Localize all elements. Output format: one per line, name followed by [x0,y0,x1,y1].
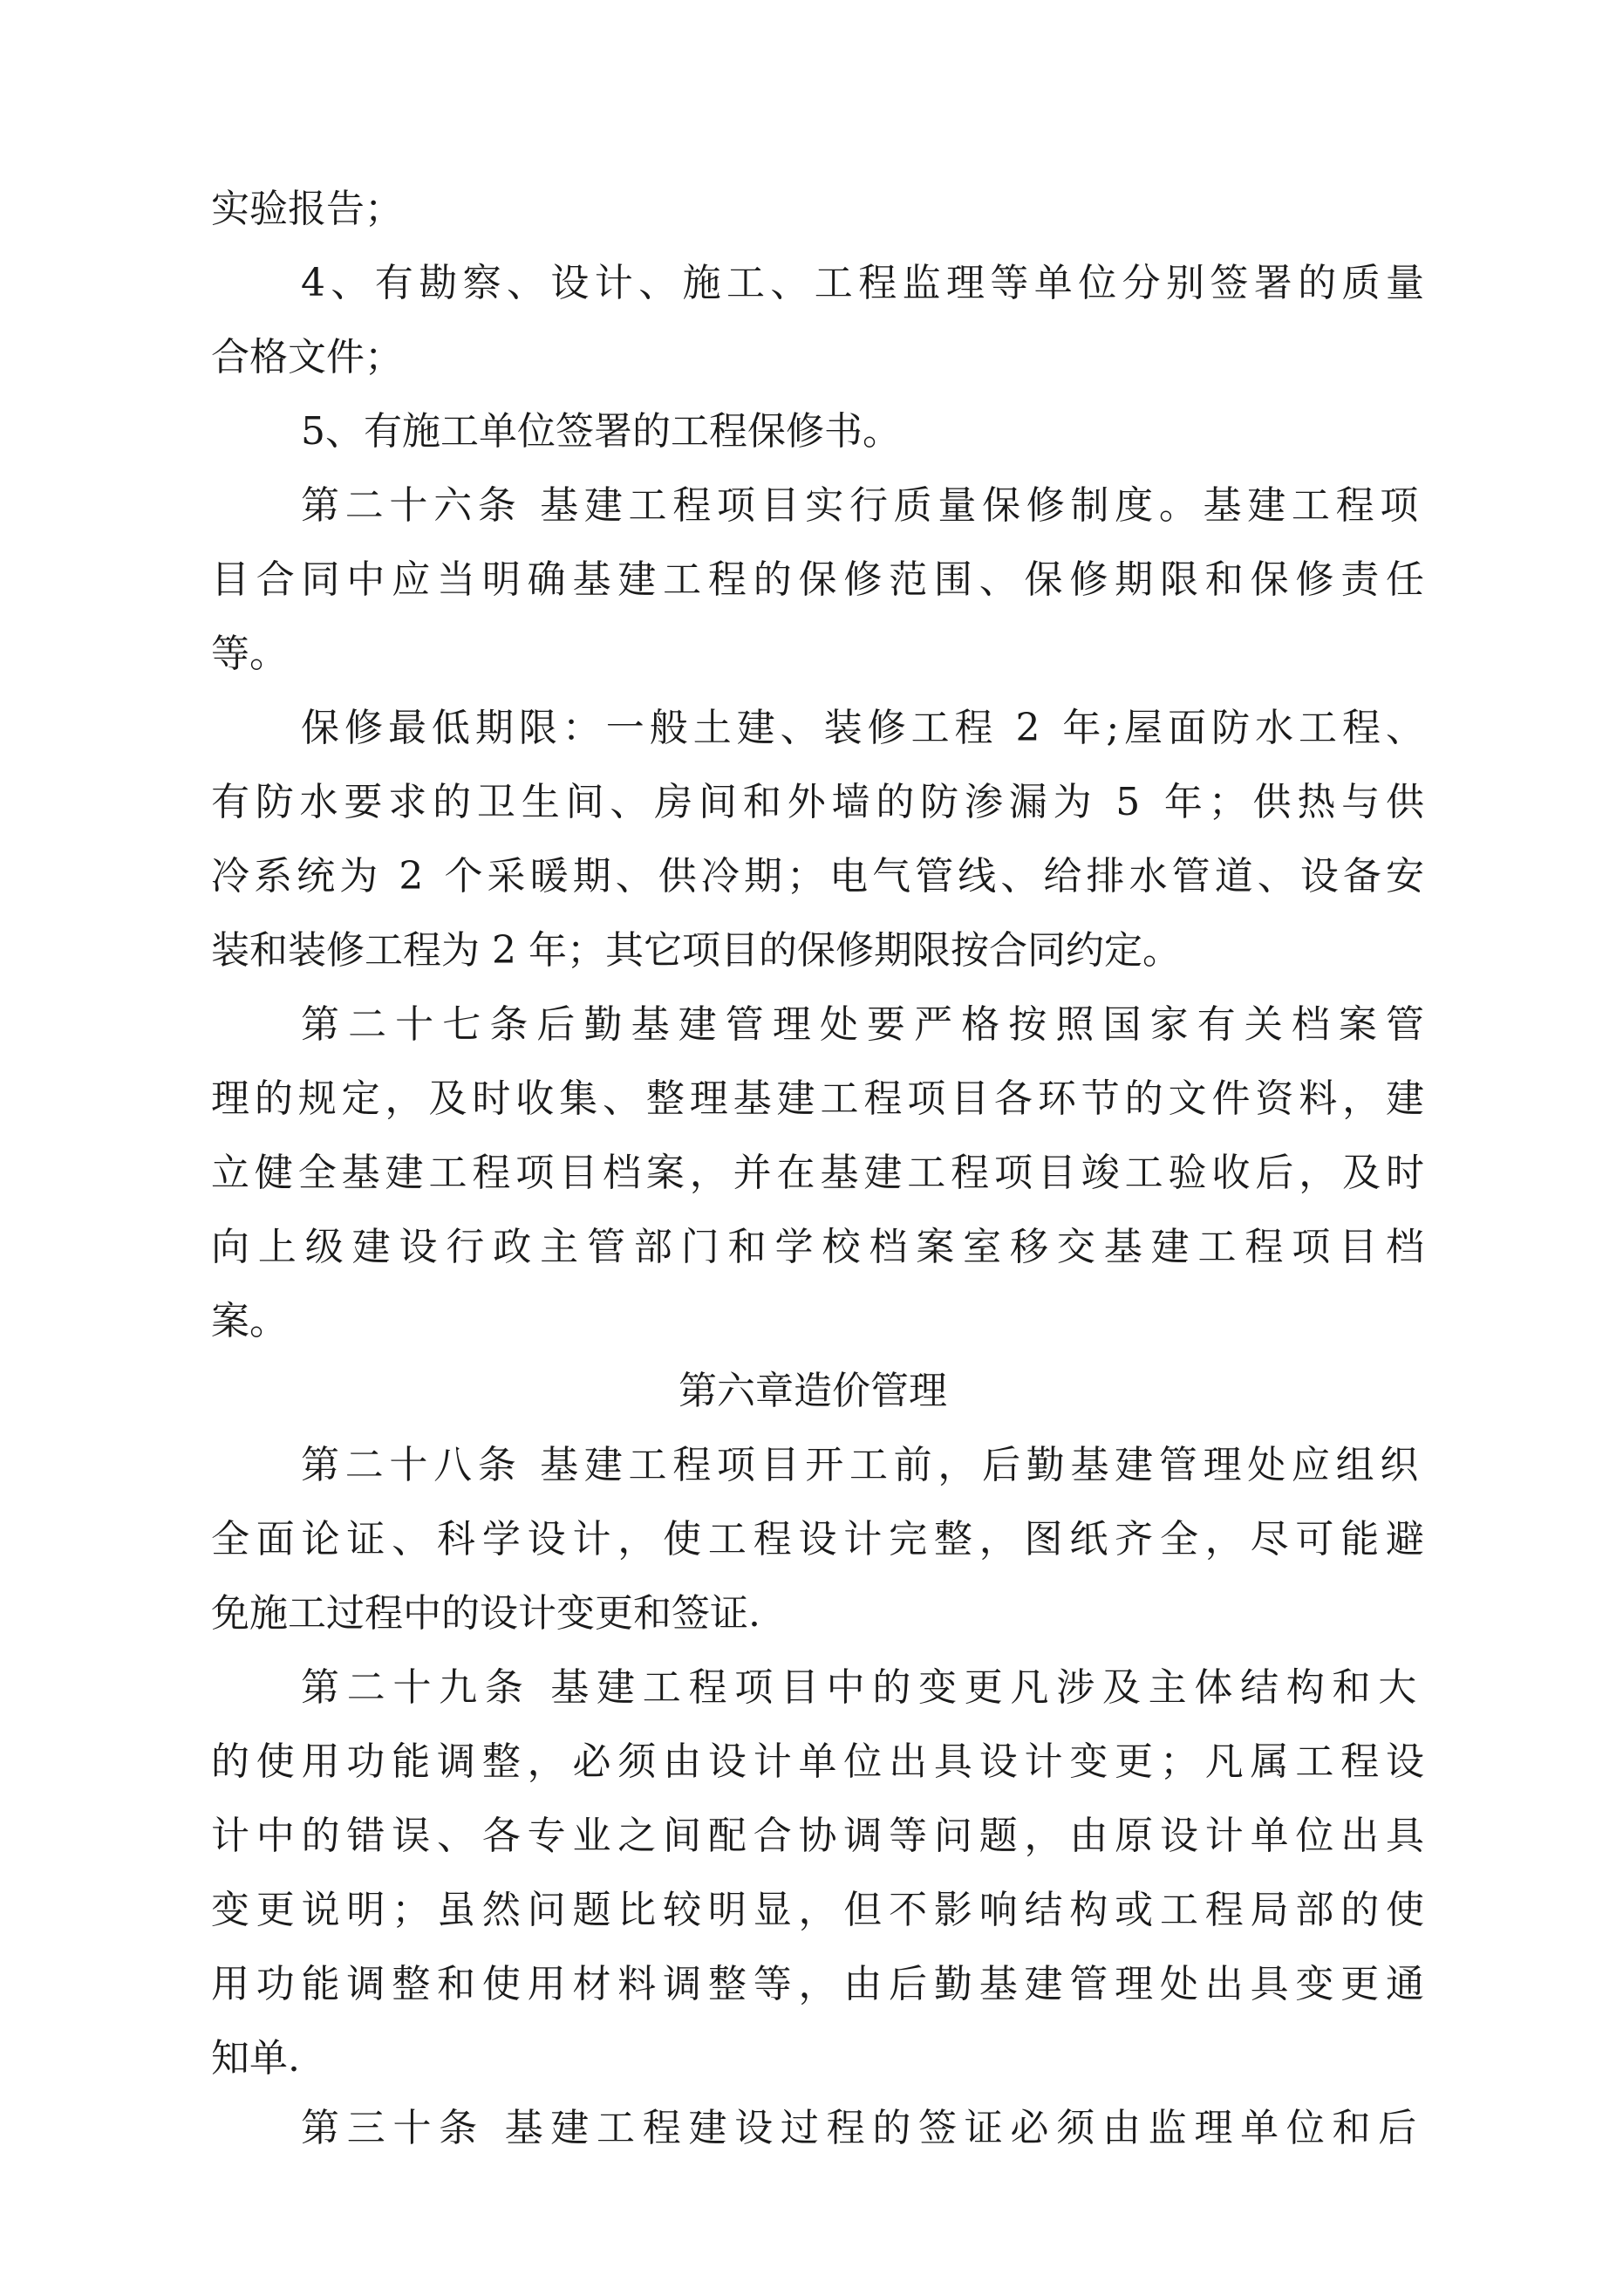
line-text: 第二十六条 基建工程项目实行质量保修制度。基建工程项 [301,483,1424,528]
text-line [0,772,1623,833]
text-line [0,550,1623,611]
line-text: 合格文件； [211,335,403,379]
line-text: 等。 [211,632,288,676]
line-text: 知单. [211,2036,300,2081]
line-text: 变更说明；虽然问题比较明显，但不影响结构或工程局部的使 [211,1888,1431,1932]
text-line [0,401,1623,462]
text-line [0,2028,1623,2089]
line-text: 立健全基建工程项目档案，并在基建工程项目竣工验收后，及时 [211,1151,1429,1195]
text-line [0,1657,1623,1719]
line-text: 第二十九条 基建工程项目中的变更凡涉及主体结构和大 [301,1665,1424,1710]
text-line [0,1806,1623,1867]
line-text: 有防水要求的卫生间、房间和外墙的防渗漏为 5 年；供热与供 [211,780,1430,824]
line-text: 向上级建设行政主管部门和学校档案室移交基建工程项目档 [211,1225,1433,1269]
text-line [0,253,1623,314]
line-text: 全面论证、科学设计，使工程设计完整，图纸齐全，尽可能避 [211,1517,1431,1561]
text-line [0,1291,1623,1352]
chapter-heading [0,1361,1623,1422]
line-text: 冷系统为 2 个采暖期、供冷期；电气管线、给排水管道、设备安 [211,854,1429,899]
line-text: 5、有施工单位签署的工程保修书。 [301,409,901,454]
line-text: 计中的错误、各专业之间配合协调等问题，由原设计单位出具 [211,1814,1431,1858]
line-text: 理的规定，及时收集、整理基建工程项目各环节的文件资料，建 [211,1076,1429,1121]
text-line [0,1954,1623,2015]
text-line [0,1217,1623,1278]
text-line [0,179,1623,240]
line-text: 用功能调整和使用材料调整等，由后勤基建管理处出具变更通 [211,1962,1431,2006]
line-text: 免施工过程中的设计变更和签证. [211,1591,760,1636]
line-text: 的使用功能调整，必须由设计单位出具设计变更；凡属工程设 [211,1739,1431,1784]
line-text: 案。 [211,1299,288,1343]
line-text: 第二十八条 基建工程项目开工前，后勤基建管理处应组织 [301,1443,1424,1487]
text-line [0,1880,1623,1941]
text-line [0,1509,1623,1570]
text-line [0,1583,1623,1644]
text-line [0,920,1623,981]
line-text: 装和装修工程为 2 年；其它项目的保修期限按合同约定。 [211,928,1181,973]
line-text: 第三十条 基建工程建设过程的签证必须由监理单位和后 [301,2106,1424,2150]
line-text: 保修最低期限：一般土建、装修工程 2 年;屋面防水工程、 [301,706,1429,750]
line-text: 4、有勘察、设计、施工、工程监理等单位分别签署的质量 [301,261,1430,305]
text-line [0,994,1623,1056]
text-line [0,1435,1623,1496]
chapter-title: 第六章造价管理 [679,1369,947,1413]
text-line [0,1732,1623,1793]
text-line [0,327,1623,388]
text-line [0,1069,1623,1130]
text-line [0,698,1623,759]
text-line [0,846,1623,907]
text-line [0,2098,1623,2159]
line-text: 第二十七条后勤基建管理处要严格按照国家有关档案管 [301,1002,1434,1047]
text-line [0,624,1623,685]
line-text: 实验报告； [211,187,403,231]
line-text: 目合同中应当明确基建工程的保修范围、保修期限和保修责任 [211,557,1431,602]
text-line [0,475,1623,536]
text-line [0,1143,1623,1204]
